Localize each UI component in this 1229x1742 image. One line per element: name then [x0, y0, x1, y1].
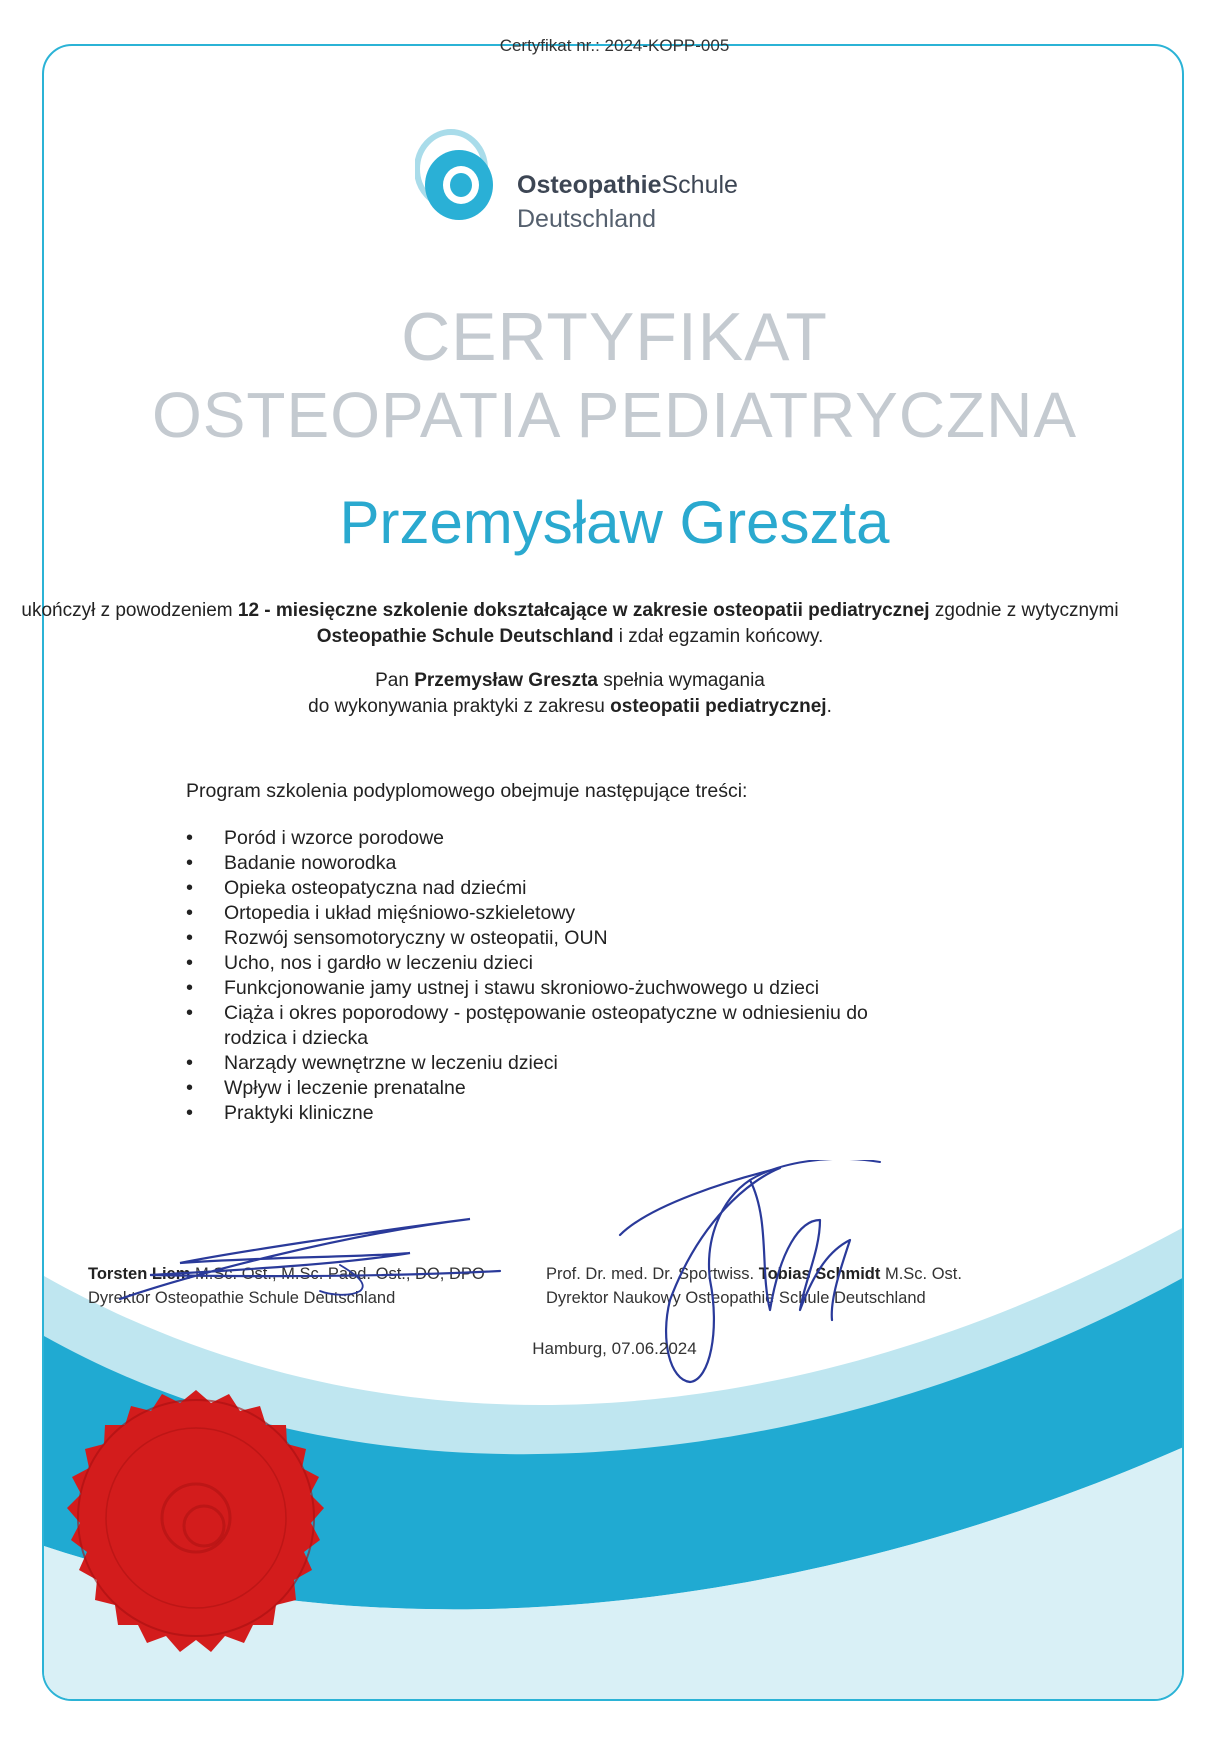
wax-seal — [28, 1350, 364, 1686]
signatory-left-role: Dyrektor Osteopathie Schule Deutschland — [88, 1289, 396, 1307]
list-item: • Praktyki kliniczne — [186, 1101, 906, 1126]
signatory-left-name: Torsten Liem M.Sc. Ost., M.Sc. Paed. Ost., DO, DPO — [88, 1265, 485, 1283]
qualification-statement: Pan Przemysław Greszta spełnia wymagania do wykonywania praktyki z zakresu osteopatii pediatrycznej. — [308, 670, 832, 717]
signatory-right-name: Prof. Dr. med. Dr. Sportwiss. Tobias Schmidt M.Sc. Ost. — [546, 1265, 962, 1283]
logo-text-line1: OsteopathieSchule — [517, 171, 738, 199]
recipient-name: Przemysław Greszta — [339, 489, 890, 556]
school-logo — [415, 125, 738, 235]
program-topic-list — [186, 826, 906, 1126]
certificate-subtitle: OSTEOPATIA PEDIATRYCZNA — [151, 379, 1078, 451]
completion-statement: ukończył z powodzeniem 12 - miesięczne szkolenie dokształcające w zakresie osteopatii pediatrycznej zgodnie z wytycznymi Osteopathie Schule Deutschland i zdał egzamin końcowy. — [21, 600, 1119, 647]
list-item: • Ciąża i okres poporodowy - postępowanie osteopatyczne w odniesieniu do rodzica i dziecka — [186, 1001, 906, 1051]
list-item: • Wpływ i leczenie prenatalne — [186, 1076, 906, 1101]
list-item: • Rozwój sensomotoryczny w osteopatii, OUN — [186, 926, 906, 951]
ring-logo-icon — [415, 125, 505, 225]
list-item: • Ucho, nos i gardło w leczeniu dzieci — [186, 951, 906, 976]
program-intro: Program szkolenia podyplomowego obejmuje następujące treści: — [186, 780, 748, 802]
list-item: • Narządy wewnętrzne w leczeniu dzieci — [186, 1051, 906, 1076]
signatory-right-role: Dyrektor Naukowy Osteopathie Schule Deutschland — [546, 1289, 926, 1307]
certificate-title: CERTYFIKAT — [401, 299, 828, 375]
place-and-date: Hamburg, 07.06.2024 — [532, 1339, 697, 1358]
list-item: • Poród i wzorce porodowe — [186, 826, 906, 851]
certificate-number: Certyfikat nr.: 2024-KOPP-005 — [499, 36, 730, 55]
list-item: • Badanie noworodka — [186, 851, 906, 876]
logo-text-line2: Deutschland — [517, 205, 656, 233]
signature-left — [110, 1205, 530, 1305]
list-item: • Ortopedia i układ mięśniowo-szkieletowy — [186, 901, 906, 926]
list-item: • Funkcjonowanie jamy ustnej i stawu skroniowo-żuchwowego u dzieci — [186, 976, 906, 1001]
list-item: • Opieka osteopatyczna nad dziećmi — [186, 876, 906, 901]
